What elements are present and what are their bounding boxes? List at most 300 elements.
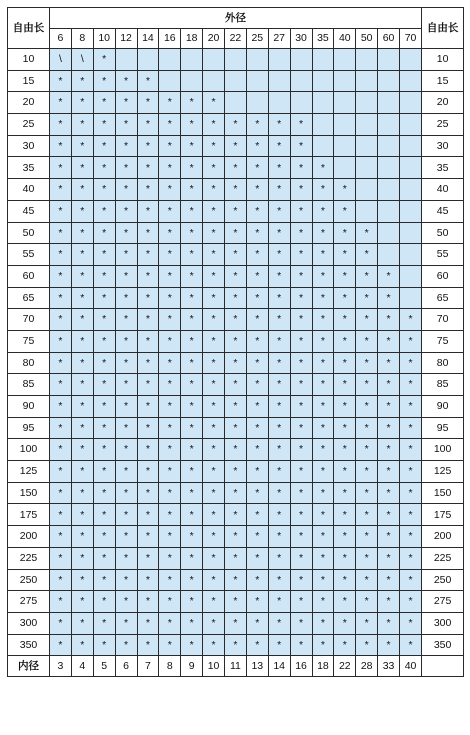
availability-cell: * <box>93 374 115 396</box>
availability-cell: * <box>93 482 115 504</box>
availability-cell: * <box>246 374 268 396</box>
availability-cell: * <box>181 396 203 418</box>
availability-cell: * <box>115 222 137 244</box>
inner-diameter-row <box>8 656 464 677</box>
availability-cell: * <box>115 92 137 114</box>
empty-cell <box>400 287 422 309</box>
empty-cell <box>312 49 334 71</box>
availability-cell: * <box>50 374 72 396</box>
availability-cell: * <box>268 179 290 201</box>
availability-cell: * <box>181 309 203 331</box>
availability-cell: * <box>268 417 290 439</box>
free-length-label-right: 175 <box>422 504 464 526</box>
availability-cell: * <box>334 352 356 374</box>
availability-cell: * <box>159 591 181 613</box>
spec-table-container <box>7 7 464 677</box>
availability-cell: * <box>137 526 159 548</box>
availability-cell: * <box>50 179 72 201</box>
availability-cell: * <box>93 265 115 287</box>
availability-cell: * <box>225 244 247 266</box>
availability-cell: * <box>93 114 115 136</box>
availability-cell: * <box>50 461 72 483</box>
availability-cell: * <box>378 309 400 331</box>
availability-cell: * <box>50 396 72 418</box>
availability-cell: * <box>93 439 115 461</box>
availability-cell: * <box>312 244 334 266</box>
outer-diameter-size: 10 <box>93 29 115 49</box>
availability-cell: * <box>268 547 290 569</box>
availability-cell: * <box>312 374 334 396</box>
availability-cell: * <box>115 612 137 634</box>
table-row <box>8 461 464 483</box>
availability-cell: * <box>246 612 268 634</box>
availability-cell: * <box>246 222 268 244</box>
availability-cell: * <box>225 439 247 461</box>
availability-cell: * <box>246 547 268 569</box>
availability-cell: * <box>268 244 290 266</box>
availability-cell: * <box>400 482 422 504</box>
empty-cell <box>356 114 378 136</box>
availability-cell: * <box>115 200 137 222</box>
availability-cell: * <box>50 482 72 504</box>
free-length-label-right: 25 <box>422 114 464 136</box>
empty-cell <box>400 200 422 222</box>
availability-cell: * <box>203 135 225 157</box>
availability-cell: * <box>181 157 203 179</box>
availability-cell: * <box>268 634 290 656</box>
availability-cell: * <box>137 200 159 222</box>
availability-cell: * <box>334 309 356 331</box>
availability-cell: * <box>225 417 247 439</box>
free-length-label-left: 350 <box>8 634 50 656</box>
availability-cell: * <box>334 612 356 634</box>
availability-cell: * <box>400 591 422 613</box>
availability-cell: * <box>378 547 400 569</box>
availability-cell: * <box>400 461 422 483</box>
availability-cell: * <box>159 157 181 179</box>
free-length-label-left: 250 <box>8 569 50 591</box>
free-length-label-right: 300 <box>422 612 464 634</box>
availability-cell: * <box>203 417 225 439</box>
table-row <box>8 526 464 548</box>
availability-cell: * <box>334 244 356 266</box>
availability-cell: * <box>93 135 115 157</box>
availability-cell: * <box>334 591 356 613</box>
availability-cell: * <box>50 135 72 157</box>
availability-cell: * <box>290 439 312 461</box>
availability-cell: * <box>246 417 268 439</box>
availability-cell: * <box>290 547 312 569</box>
availability-cell: * <box>268 222 290 244</box>
availability-cell: * <box>93 547 115 569</box>
availability-cell: * <box>71 287 93 309</box>
free-length-label-left: 25 <box>8 114 50 136</box>
empty-cell <box>225 49 247 71</box>
availability-cell: * <box>137 504 159 526</box>
availability-cell: * <box>159 287 181 309</box>
availability-cell: * <box>137 547 159 569</box>
availability-cell: * <box>356 396 378 418</box>
table-row <box>8 200 464 222</box>
availability-cell: * <box>93 200 115 222</box>
empty-cell <box>203 49 225 71</box>
availability-cell: * <box>50 439 72 461</box>
availability-cell: * <box>290 612 312 634</box>
empty-cell <box>137 49 159 71</box>
availability-cell: * <box>203 547 225 569</box>
free-length-header-right: 自由长 <box>422 8 464 49</box>
empty-cell <box>268 70 290 92</box>
availability-cell: * <box>334 461 356 483</box>
availability-cell: * <box>225 157 247 179</box>
empty-cell <box>312 92 334 114</box>
availability-cell: * <box>400 352 422 374</box>
availability-cell: * <box>203 396 225 418</box>
availability-cell: * <box>115 374 137 396</box>
availability-cell: * <box>334 179 356 201</box>
availability-cell: * <box>312 547 334 569</box>
availability-cell: * <box>159 612 181 634</box>
availability-cell: * <box>71 396 93 418</box>
availability-cell: * <box>115 179 137 201</box>
free-length-label-left: 30 <box>8 135 50 157</box>
outer-diameter-size: 8 <box>71 29 93 49</box>
empty-cell <box>290 70 312 92</box>
availability-cell: * <box>400 374 422 396</box>
availability-cell: * <box>290 330 312 352</box>
availability-cell: * <box>93 157 115 179</box>
availability-cell: * <box>115 244 137 266</box>
availability-cell: * <box>246 135 268 157</box>
availability-cell: * <box>93 569 115 591</box>
outer-diameter-size: 12 <box>115 29 137 49</box>
availability-cell: * <box>356 504 378 526</box>
availability-cell: * <box>71 200 93 222</box>
availability-cell: * <box>225 200 247 222</box>
availability-cell: * <box>71 634 93 656</box>
availability-cell: * <box>268 309 290 331</box>
empty-cell <box>225 70 247 92</box>
availability-cell: * <box>334 547 356 569</box>
availability-cell: * <box>400 309 422 331</box>
availability-cell: * <box>71 547 93 569</box>
empty-cell <box>356 135 378 157</box>
availability-cell: * <box>268 461 290 483</box>
outer-diameter-size: 18 <box>181 29 203 49</box>
availability-cell: * <box>203 612 225 634</box>
table-row <box>8 504 464 526</box>
outer-diameter-size: 27 <box>268 29 290 49</box>
free-length-label-left: 45 <box>8 200 50 222</box>
availability-cell: * <box>312 612 334 634</box>
availability-cell: * <box>203 330 225 352</box>
outer-diameter-size: 40 <box>334 29 356 49</box>
availability-cell: * <box>71 244 93 266</box>
availability-cell: * <box>137 417 159 439</box>
table-row <box>8 330 464 352</box>
availability-cell: * <box>290 265 312 287</box>
inner-diameter-value: 28 <box>356 656 378 677</box>
availability-cell: * <box>50 526 72 548</box>
availability-cell: * <box>93 222 115 244</box>
empty-cell <box>290 49 312 71</box>
availability-cell: * <box>356 265 378 287</box>
availability-cell: * <box>246 287 268 309</box>
availability-cell: * <box>378 569 400 591</box>
availability-cell: * <box>290 352 312 374</box>
availability-cell: * <box>203 526 225 548</box>
outer-diameter-header: 外径 <box>50 8 422 29</box>
table-row <box>8 547 464 569</box>
free-length-label-right: 70 <box>422 309 464 331</box>
availability-cell: * <box>71 309 93 331</box>
inner-diameter-value: 33 <box>378 656 400 677</box>
availability-cell: * <box>71 179 93 201</box>
availability-cell: * <box>225 634 247 656</box>
availability-cell: * <box>268 612 290 634</box>
empty-cell <box>181 49 203 71</box>
availability-cell: * <box>181 244 203 266</box>
availability-cell: * <box>159 569 181 591</box>
empty-cell <box>334 92 356 114</box>
free-length-label-left: 275 <box>8 591 50 613</box>
availability-cell: * <box>334 504 356 526</box>
empty-cell <box>400 135 422 157</box>
free-length-label-left: 35 <box>8 157 50 179</box>
availability-cell: * <box>93 504 115 526</box>
empty-cell <box>356 200 378 222</box>
free-length-label-left: 50 <box>8 222 50 244</box>
availability-cell: * <box>312 287 334 309</box>
availability-cell: * <box>159 92 181 114</box>
availability-cell: * <box>71 157 93 179</box>
availability-cell: * <box>50 634 72 656</box>
inner-diameter-value: 8 <box>159 656 181 677</box>
table-row <box>8 374 464 396</box>
free-length-label-right: 55 <box>422 244 464 266</box>
availability-cell: * <box>290 461 312 483</box>
empty-cell <box>268 92 290 114</box>
availability-cell: * <box>268 591 290 613</box>
free-length-label-right: 350 <box>422 634 464 656</box>
availability-cell: * <box>181 634 203 656</box>
free-length-label-left: 70 <box>8 309 50 331</box>
outer-diameter-size: 60 <box>378 29 400 49</box>
availability-cell: * <box>356 461 378 483</box>
availability-cell: * <box>50 417 72 439</box>
availability-cell: * <box>93 49 115 71</box>
availability-cell: * <box>225 374 247 396</box>
table-row <box>8 634 464 656</box>
table-row <box>8 287 464 309</box>
availability-cell: * <box>115 114 137 136</box>
availability-cell: * <box>115 309 137 331</box>
availability-cell: * <box>181 504 203 526</box>
availability-cell: * <box>159 352 181 374</box>
availability-cell: * <box>115 396 137 418</box>
availability-cell: * <box>400 547 422 569</box>
availability-cell: * <box>115 591 137 613</box>
availability-cell: * <box>225 265 247 287</box>
availability-cell: * <box>290 504 312 526</box>
inner-diameter-value: 9 <box>181 656 203 677</box>
empty-cell <box>181 70 203 92</box>
empty-cell <box>225 92 247 114</box>
availability-cell: * <box>225 114 247 136</box>
availability-cell: * <box>290 222 312 244</box>
availability-cell: * <box>71 439 93 461</box>
availability-cell: * <box>356 352 378 374</box>
outer-diameter-size: 16 <box>159 29 181 49</box>
availability-cell: * <box>181 179 203 201</box>
availability-cell: * <box>137 396 159 418</box>
availability-cell: * <box>268 396 290 418</box>
availability-cell: * <box>137 439 159 461</box>
availability-cell: * <box>159 114 181 136</box>
empty-cell <box>312 114 334 136</box>
empty-cell <box>378 49 400 71</box>
empty-cell <box>312 70 334 92</box>
availability-cell: * <box>334 287 356 309</box>
free-length-label-left: 225 <box>8 547 50 569</box>
availability-cell: * <box>290 200 312 222</box>
availability-cell: * <box>93 591 115 613</box>
availability-cell: * <box>50 265 72 287</box>
availability-cell: * <box>50 157 72 179</box>
availability-cell: * <box>378 265 400 287</box>
availability-cell: * <box>115 157 137 179</box>
table-row <box>8 114 464 136</box>
availability-cell: * <box>71 612 93 634</box>
availability-cell: * <box>225 396 247 418</box>
availability-cell: * <box>246 114 268 136</box>
availability-cell: * <box>203 287 225 309</box>
availability-cell: * <box>356 526 378 548</box>
empty-cell <box>334 135 356 157</box>
availability-cell: * <box>225 482 247 504</box>
availability-cell: * <box>225 330 247 352</box>
availability-cell: * <box>400 612 422 634</box>
availability-cell: * <box>400 439 422 461</box>
availability-cell: * <box>181 114 203 136</box>
table-title-row <box>8 8 464 29</box>
availability-cell: * <box>181 591 203 613</box>
availability-cell: * <box>246 569 268 591</box>
availability-cell: * <box>246 309 268 331</box>
table-row <box>8 157 464 179</box>
availability-cell: * <box>71 374 93 396</box>
table-row <box>8 439 464 461</box>
availability-cell: * <box>159 526 181 548</box>
table-row <box>8 135 464 157</box>
inner-diameter-value: 22 <box>334 656 356 677</box>
availability-cell: * <box>356 309 378 331</box>
inner-diameter-trailing-cell <box>422 656 464 677</box>
availability-cell: * <box>400 417 422 439</box>
free-length-label-left: 125 <box>8 461 50 483</box>
availability-cell: * <box>93 309 115 331</box>
availability-cell: * <box>181 461 203 483</box>
availability-cell: * <box>290 482 312 504</box>
free-length-header-left: 自由长 <box>8 8 50 49</box>
free-length-label-right: 150 <box>422 482 464 504</box>
availability-cell: * <box>356 222 378 244</box>
availability-cell: * <box>159 179 181 201</box>
availability-cell: * <box>378 504 400 526</box>
availability-cell: * <box>115 265 137 287</box>
availability-cell: * <box>115 439 137 461</box>
availability-cell: * <box>71 352 93 374</box>
table-row <box>8 591 464 613</box>
empty-cell <box>334 157 356 179</box>
availability-cell: * <box>268 504 290 526</box>
availability-cell: * <box>312 461 334 483</box>
availability-cell: * <box>159 461 181 483</box>
availability-cell: * <box>356 482 378 504</box>
free-length-label-right: 95 <box>422 417 464 439</box>
availability-cell: * <box>268 374 290 396</box>
availability-cell: * <box>181 547 203 569</box>
availability-cell: * <box>181 222 203 244</box>
availability-cell: * <box>203 569 225 591</box>
availability-cell: * <box>400 634 422 656</box>
availability-cell: * <box>93 461 115 483</box>
availability-cell: * <box>356 612 378 634</box>
availability-cell: * <box>203 92 225 114</box>
table-row <box>8 222 464 244</box>
availability-cell: * <box>93 287 115 309</box>
free-length-label-left: 85 <box>8 374 50 396</box>
availability-cell: * <box>378 439 400 461</box>
availability-cell: * <box>225 612 247 634</box>
free-length-label-left: 20 <box>8 92 50 114</box>
free-length-label-left: 80 <box>8 352 50 374</box>
availability-cell: * <box>137 222 159 244</box>
empty-cell <box>203 70 225 92</box>
availability-cell: * <box>159 200 181 222</box>
availability-cell: * <box>268 526 290 548</box>
availability-cell: * <box>290 157 312 179</box>
availability-cell: * <box>50 114 72 136</box>
empty-cell <box>400 114 422 136</box>
table-row <box>8 417 464 439</box>
empty-cell <box>400 244 422 266</box>
empty-cell <box>356 70 378 92</box>
free-length-label-right: 65 <box>422 287 464 309</box>
availability-cell: * <box>356 634 378 656</box>
availability-cell: * <box>268 352 290 374</box>
availability-cell: * <box>290 179 312 201</box>
availability-cell: * <box>203 374 225 396</box>
availability-cell: * <box>246 330 268 352</box>
availability-cell: * <box>225 135 247 157</box>
availability-cell: * <box>312 634 334 656</box>
availability-cell: * <box>50 200 72 222</box>
availability-cell: * <box>71 265 93 287</box>
availability-cell: * <box>159 417 181 439</box>
table-row <box>8 569 464 591</box>
availability-cell: * <box>246 200 268 222</box>
availability-cell: * <box>334 200 356 222</box>
free-length-label-right: 250 <box>422 569 464 591</box>
free-length-label-left: 15 <box>8 70 50 92</box>
empty-cell <box>159 49 181 71</box>
availability-cell: * <box>115 135 137 157</box>
availability-cell: * <box>400 569 422 591</box>
availability-cell: * <box>312 591 334 613</box>
availability-cell: * <box>268 569 290 591</box>
availability-cell: * <box>268 482 290 504</box>
